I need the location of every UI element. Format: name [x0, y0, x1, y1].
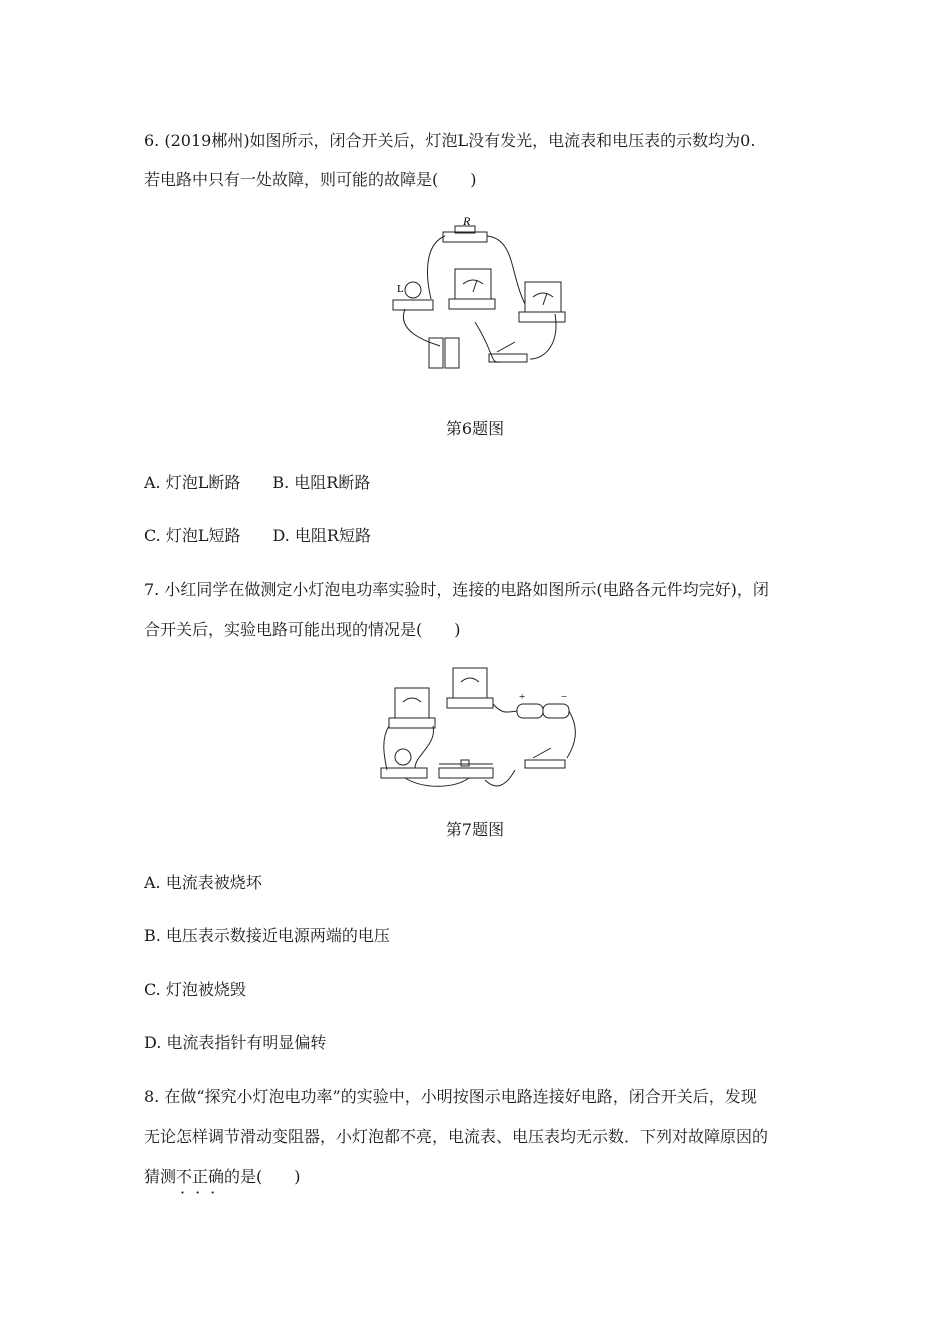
ammeter-face	[453, 668, 487, 698]
voltmeter-face	[395, 688, 429, 718]
q7-option-d: D. 电流表指针有明显偏转	[144, 1033, 327, 1052]
lamp-label: L	[397, 283, 404, 295]
q7-switch-board	[525, 760, 565, 768]
q8-emphasis-dots: ···	[180, 1183, 226, 1202]
battery-plus-label: +	[519, 691, 526, 703]
q7-stem-line-1: 7. 小红同学在做测定小灯泡电功率实验时，连接的电路如图所示(电路各元件均完好)，闭	[144, 580, 769, 599]
q7-lamp-board	[381, 768, 427, 778]
q7-option-a: A. 电流表被烧坏	[144, 873, 262, 892]
q7-option-c: C. 灯泡被烧毁	[144, 980, 246, 999]
q6-stem-line-2: 若电路中只有一处故障，则可能的故障是( )	[144, 170, 477, 189]
lamp-board	[393, 300, 433, 310]
battery-left	[517, 704, 543, 718]
q7-lamp-bulb	[395, 749, 411, 765]
lamp-bulb	[405, 282, 421, 298]
q7-circuit-drawing	[375, 660, 585, 792]
q8-stem-line-2: 无论怎样调节滑动变阻器，小灯泡都不亮，电流表、电压表均无示数．下列对故障原因的	[144, 1127, 769, 1146]
q8-stem-line-1: 8. 在做“探究小灯泡电功率”的实验中，小明按图示电路连接好电路，闭合开关后，发现	[144, 1087, 757, 1106]
q6-figure-caption: 第6题图	[445, 419, 505, 438]
q6-options-row-2: C. 灯泡L短路 D. 电阻R短路	[144, 526, 371, 545]
battery-cell-2	[445, 338, 459, 368]
meter-1-face	[455, 269, 491, 299]
q7-option-b: B. 电压表示数接近电源两端的电压	[144, 926, 390, 945]
q6-stem-line-1: 6. (2019郴州)如图所示，闭合开关后，灯泡L没有发光，电流表和电压表的示数均为0.	[144, 131, 756, 150]
q6-circuit-figure	[385, 214, 575, 374]
meter-2-face	[525, 282, 561, 312]
battery-minus-label: −	[561, 691, 568, 703]
rheostat-body	[439, 768, 493, 778]
q7-figure-caption: 第7题图	[445, 820, 505, 839]
resistor-label: R	[463, 214, 471, 228]
battery-right	[543, 704, 569, 718]
q6-options-row-1: A. 灯泡L断路 B. 电阻R断路	[144, 473, 371, 492]
q7-stem-line-2: 合开关后，实验电路可能出现的情况是( )	[144, 620, 461, 639]
q8-stem-line-3: 猜测不正确的是( )	[144, 1167, 301, 1186]
q6-circuit-drawing	[385, 214, 575, 374]
q7-circuit-figure	[375, 660, 585, 792]
